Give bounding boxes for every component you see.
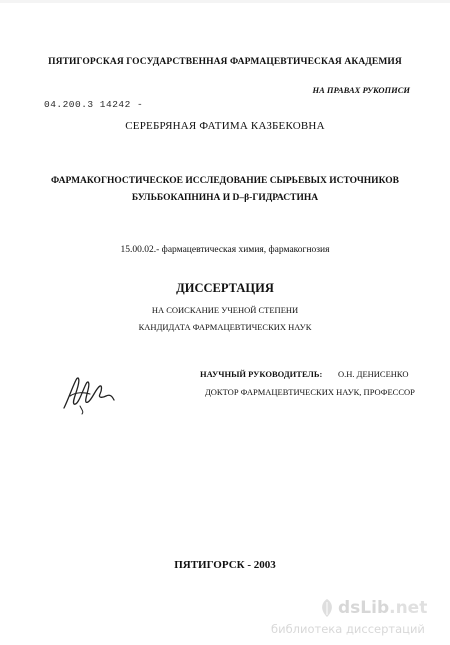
document-type: ДИССЕРТАЦИЯ: [176, 281, 274, 295]
scan-edge: [0, 0, 450, 3]
supervisor-label: НАУЧНЫЙ РУКОВОДИТЕЛЬ:: [200, 369, 323, 379]
watermark-logo-main: dsLib: [338, 598, 390, 618]
supervisor-name: О.Н. ДЕНИСЕНКО: [338, 369, 409, 379]
city-year: ПЯТИГОРСК - 2003: [174, 559, 276, 571]
watermark-logo-tld: .net: [389, 598, 428, 618]
title-line-1: ФАРМАКОГНОСТИЧЕСКОЕ ИССЛЕДОВАНИЕ СЫРЬЕВЫХ ИСТОЧНИКОВ: [51, 176, 399, 186]
supervisor-title: ДОКТОР ФАРМАЦЕВТИЧЕСКИХ НАУК, ПРОФЕССОР: [205, 387, 415, 397]
dissertation-title: [0, 173, 450, 207]
dslib-watermark[interactable]: [268, 596, 448, 642]
author-name: СЕРЕБРЯНАЯ ФАТИМА КАЗБЕКОВНА: [125, 120, 325, 132]
title-line-2: БУЛЬБОКАПНИНА И D–β-ГИДРАСТИНА: [131, 193, 319, 203]
specialty-code: 15.00.02.- фармацевтическая химия, фармакогнозия: [120, 245, 330, 255]
manuscript-rights: НА ПРАВАХ РУКОПИСИ: [312, 85, 410, 95]
watermark-tagline: библиотека диссертаций: [271, 622, 425, 636]
leaf-icon: [318, 598, 336, 618]
watermark-logo: [338, 598, 427, 618]
degree-line-1: НА СОИСКАНИЕ УЧЕНОЙ СТЕПЕНИ: [151, 305, 299, 315]
registration-stamp: 04.200.3 14242 -: [44, 99, 144, 110]
handwritten-signature: [60, 370, 118, 416]
degree-text: [0, 302, 450, 336]
academy-name: ПЯТИГОРСКАЯ ГОСУДАРСТВЕННАЯ ФАРМАЦЕВТИЧЕСКАЯ АКАДЕМИЯ: [48, 57, 402, 67]
degree-line-2: КАНДИДАТА ФАРМАЦЕВТИЧЕСКИХ НАУК: [138, 322, 312, 332]
